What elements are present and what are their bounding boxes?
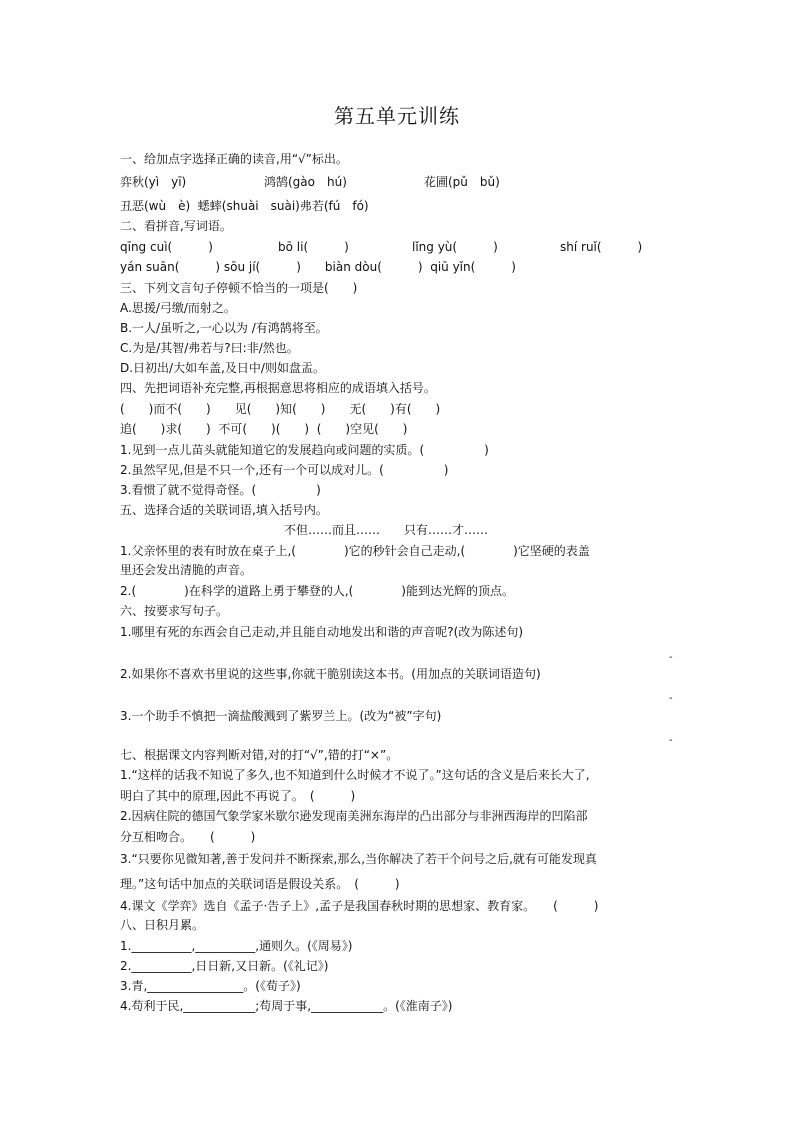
section-1-item: 鸿鹄(gào hú): [264, 175, 347, 189]
section-7-question: 4.课文《学弈》选自《孟子·告子上》,孟子是我国春秋时期的思想家、教育家。 ( ): [120, 899, 599, 913]
section-2-item: shí ruǐ( ): [560, 240, 643, 254]
section-5-question: 2.( )在科学的道路上勇于攀登的人,( )能到达光辉的顶点。: [120, 584, 514, 598]
section-7-question: 理。”这句话中加点的关联词语是假设关系。 ( ): [120, 877, 400, 891]
answer-line-marker: -: [669, 735, 673, 746]
section-6-question: 1.哪里有死的东西会自己走动,并且能自动地发出和谐的声音呢?(改为陈述句): [120, 625, 523, 639]
section-5-word-bank: 不但……而且…… 只有……才……: [284, 523, 489, 537]
section-3-option: C.为是/其智/弗若与?曰:非/然也。: [120, 341, 299, 355]
section-2-item: bō li( ): [278, 240, 349, 254]
section-8-question: 1.__________,__________,通则久。(《周易》): [120, 939, 353, 953]
section-4-question: 2.虽然罕见,但是不只一个,还有一个可以成对儿。( ): [120, 463, 449, 477]
section-8-question: 2.__________,日日新,又日新。(《礼记》): [120, 959, 329, 973]
section-7-question: 2.因病住院的德国气象学家米歇尔逊发现南美洲东海岸的凸出部分与非洲西海岸的凹陷部: [120, 809, 588, 823]
section-4-row: 追( )求( ) 不可( )( ) ( )空见( ): [120, 422, 408, 436]
answer-line-marker: -: [669, 652, 673, 663]
section-2-item: lǐng yù( ): [412, 240, 498, 254]
section-4-row: ( )而不( ) 见( )知( ) 无( )有( ): [120, 402, 441, 416]
section-2-row: yán suān( ) sōu jí( ) biàn dòu( ) qiū yǐn( ): [120, 260, 516, 274]
answer-line-marker: -: [669, 693, 673, 704]
section-7-question: 分互相吻合。 ( ): [120, 830, 256, 844]
section-3-option: D.日初出/大如车盖,及日中/则如盘盂。: [120, 361, 325, 375]
section-7-heading: 七、根据课文内容判断对错,对的打“√”,错的打“×”。: [120, 748, 399, 762]
section-6-question: 3.一个助手不慎把一滴盐酸溅到了紫罗兰上。(改为“被”字句): [120, 709, 442, 723]
section-4-question: 3.看惯了就不觉得奇怪。( ): [120, 483, 321, 497]
section-5-question: 1.父亲怀里的表有时放在桌子上,( )它的秒针会自己走动,( )它坚硬的表盖: [120, 544, 590, 558]
section-1-item: 花圃(pǔ bǔ): [424, 175, 500, 189]
section-4-heading: 四、先把词语补充完整,再根据意思将相应的成语填入括号。: [120, 381, 436, 395]
section-8-question: 4.苟利于民,____________;苟周于事,____________。(《淮南子》): [120, 999, 453, 1013]
section-1-row: 丑恶(wù è) 蟋蟀(shuài suài)弗若(fú fó): [120, 199, 369, 213]
section-5-question: 里还会发出清脆的声音。: [120, 563, 253, 577]
section-7-question: 3.“只要你见微知著,善于发问并不断探索,那么,当你解决了若干个问号之后,就有可能发现真: [120, 852, 597, 866]
section-2-heading: 二、看拼音,写词语。: [120, 219, 232, 233]
page-title: 第五单元训练: [334, 104, 460, 128]
section-4-question: 1.见到一点儿苗头就能知道它的发展趋向或问题的实质。( ): [120, 443, 489, 457]
section-8-question: 3.青,________________。(《荀子》): [120, 979, 301, 993]
section-7-question: 1.“这样的话我不知说了多久,也不知道到什么时候才不说了。”这句话的含义是后来长大了,: [120, 768, 590, 782]
section-2-item: qīng cuì( ): [120, 240, 213, 254]
section-1-heading: 一、给加点字选择正确的读音,用“√”标出。: [120, 152, 348, 166]
section-3-heading: 三、下列文言句子停顿不恰当的一项是( ): [120, 281, 358, 295]
section-3-option: A.思援/弓缴/而射之。: [120, 301, 236, 315]
section-6-question: 2.如果你不喜欢书里说的这些事,你就干脆别读这本书。(用加点的关联词语造句): [120, 667, 541, 681]
section-8-heading: 八、日积月累。: [120, 918, 205, 932]
section-1-item: 弈秋(yì yī): [120, 175, 187, 189]
section-7-question: 明白了其中的原理,因此不再说了。 ( ): [120, 789, 356, 803]
section-6-heading: 六、按要求写句子。: [120, 604, 229, 618]
section-5-heading: 五、选择合适的关联词语,填入括号内。: [120, 503, 328, 517]
section-3-option: B.一人/虽听之,一心以为 /有鸿鹄将至。: [120, 321, 328, 335]
